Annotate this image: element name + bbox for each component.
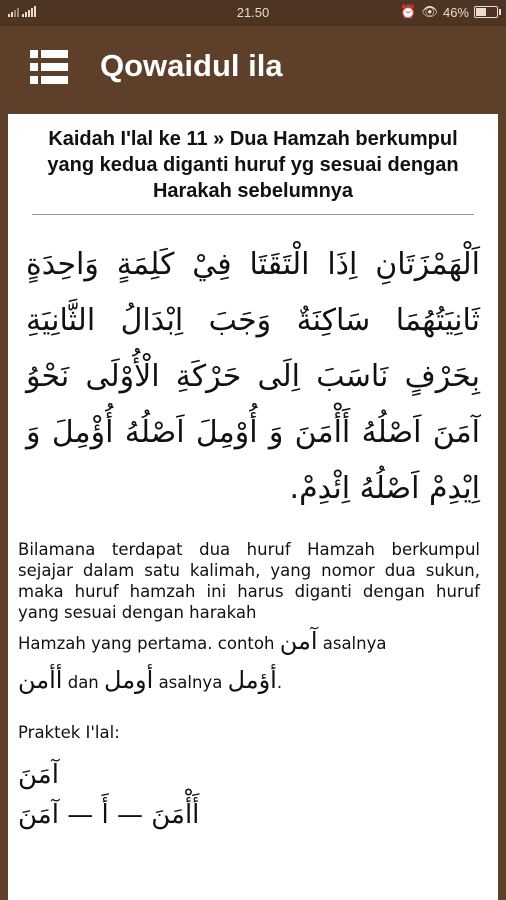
explanation-text: Bilamana terdapat dua huruf Hamzah berkumpul sejajar dalam satu kalimah, yang nomor dua sukun, maka huruf hamzah ini harus diganti dengan huruf yang sesuai dengan harakah: [18, 540, 480, 622]
list-menu-icon[interactable]: [30, 50, 68, 84]
example-word-uumila: أؤمل: [227, 666, 277, 694]
example-word-aamana: أأمن: [18, 666, 63, 694]
praktek-partial-line: أَأْمَنَ — أَ — آمَنَ: [18, 800, 200, 830]
example-word-umila: أومل: [104, 666, 154, 694]
example-prefix: Hamzah yang pertama. contoh: [18, 634, 275, 653]
arabic-rule-text: اَلْهَمْزَتَانِ اِذَا الْتَقَتَا فِيْ كَلِمَةٍ وَاحِدَةٍ ثَانِيَتُهُمَا سَاكِنَةٌ وَجَبَ اِبْدَالُ الثَّانِيَةِ بِحَرْفٍ نَاسَبَ اِلَى حَرْكَةِ الْأُوْلَى نَحْوُ آمَنَ اَصْلُهُ أَأْمَنَ وَ أُوْمِلَ اَصْلُهُ أُؤْمِلَ وَ اِيْدِمْ اَصْلُهُ اِئْدِمْ.: [26, 247, 480, 506]
content-card: [8, 114, 498, 900]
example-asalnya: asalnya: [158, 673, 223, 692]
lesson-heading: Kaidah I'lal ke 11 » Dua Hamzah berkumpul yang kedua diganti huruf yg sesuai dengan Harakah sebelumnya: [32, 126, 474, 215]
example-suffix: asalnya: [322, 634, 387, 653]
status-right: [400, 4, 498, 20]
eye-icon: 👁: [421, 4, 438, 19]
example-line-1: [18, 623, 480, 662]
alarm-icon: ⏰: [400, 4, 417, 19]
status-time: 21.50: [236, 5, 270, 20]
app-bar: [0, 26, 506, 110]
example-word-amana: آمن: [279, 627, 318, 655]
example-dan: dan: [67, 673, 99, 692]
battery-icon: [474, 6, 498, 18]
praktek-label: Praktek I'lal:: [18, 723, 120, 742]
status-bar: [0, 0, 506, 26]
app-title: Qowaidul ila: [100, 48, 283, 83]
example-line-2: [18, 662, 480, 701]
example-end: .: [276, 673, 283, 692]
praktek-word: آمَنَ: [18, 760, 59, 790]
battery-percent: 46%: [442, 4, 469, 20]
